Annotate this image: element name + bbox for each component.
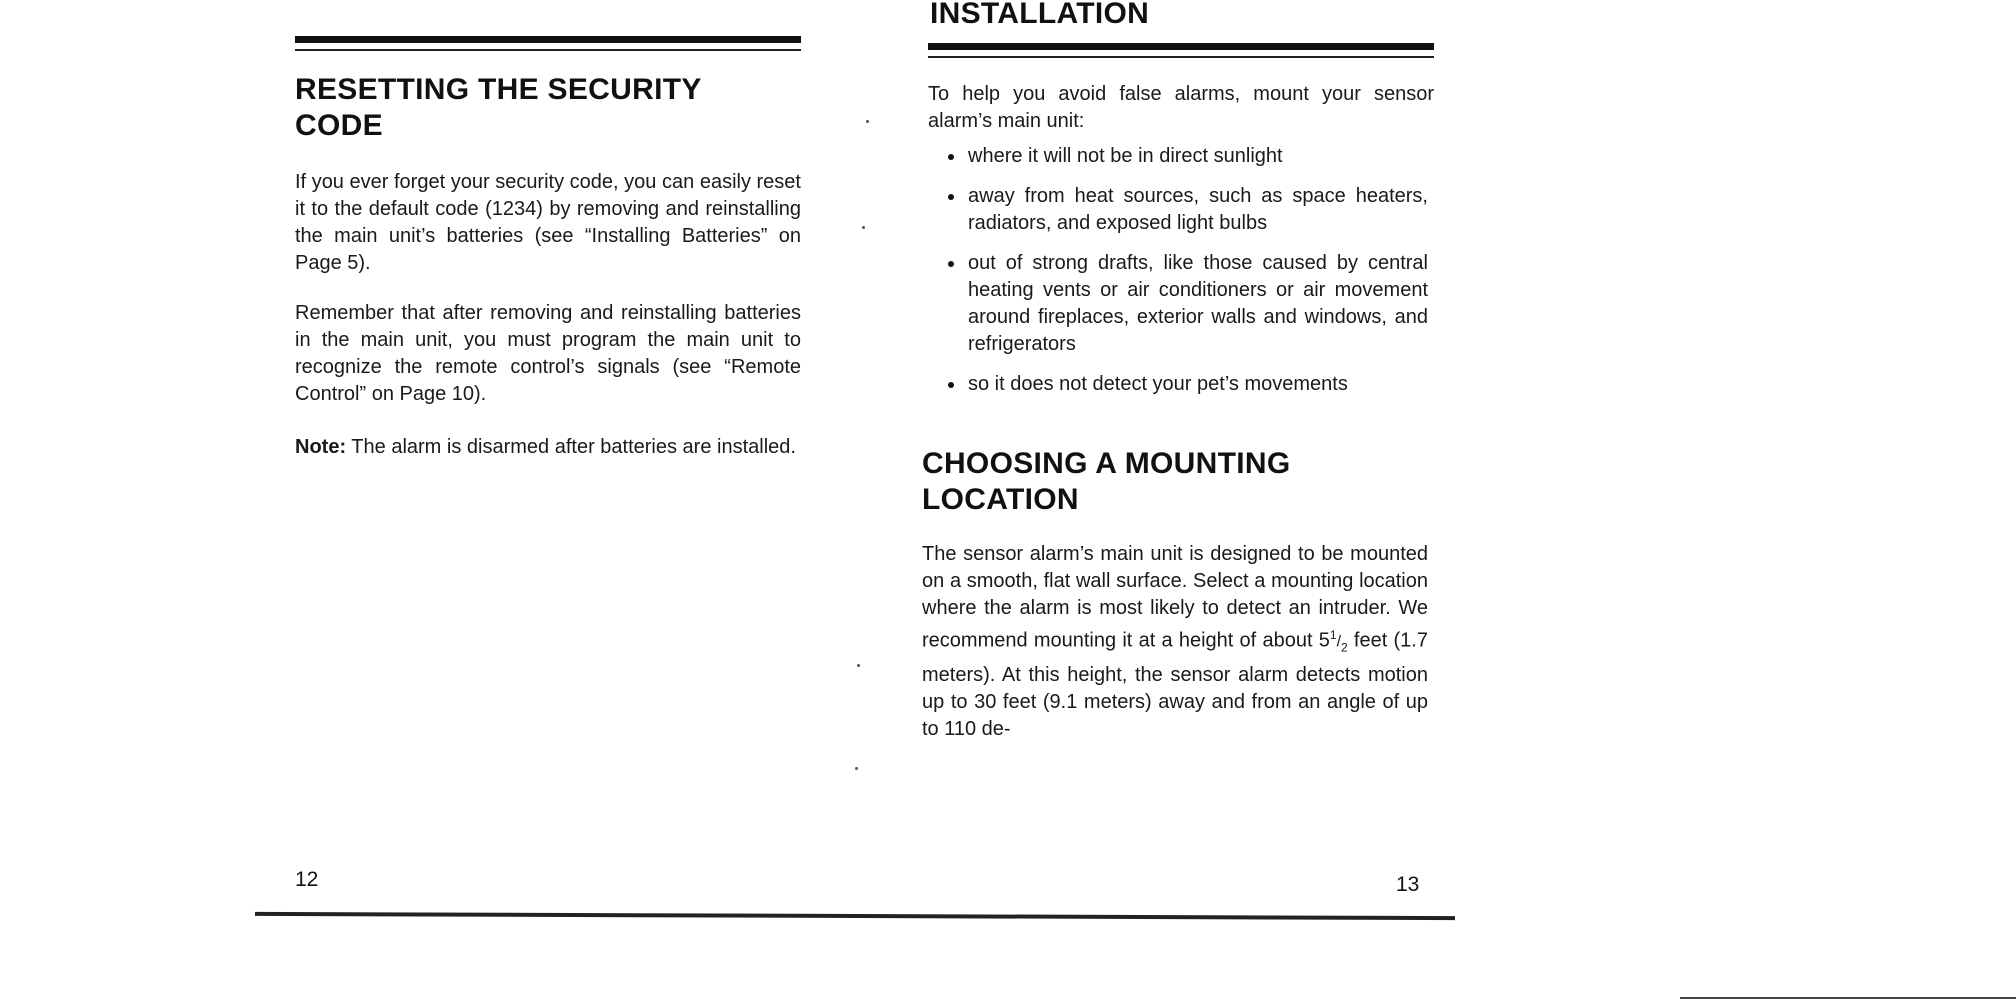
- bullet-icon: [948, 154, 954, 160]
- scan-speck: [857, 664, 860, 667]
- scan-speck: [855, 767, 858, 770]
- list-item-text: out of strong drafts, like those caused by central heating vents or air conditioners or air movement around fireplaces, exterior walls and windows, and refrigerators: [968, 252, 1428, 355]
- body-paragraph: [922, 541, 1428, 743]
- bottom-rule: [255, 912, 1455, 920]
- section-heading: RESETTING THE SECURITY CODE: [295, 73, 702, 142]
- list-item: [928, 183, 1428, 237]
- note-paragraph: [295, 434, 801, 461]
- fraction-numerator: 1: [1329, 628, 1337, 642]
- scan-speck: [866, 120, 869, 123]
- note-text: The alarm is disarmed after batteries are installed.: [346, 436, 796, 458]
- list-item: [928, 143, 1428, 170]
- note-label: Note:: [295, 436, 347, 458]
- page-number: 12: [295, 868, 319, 891]
- bullet-icon: [948, 194, 954, 200]
- scan-speck: [862, 226, 865, 229]
- placement-list: [928, 143, 1428, 411]
- heading-rule-thin: [928, 56, 1434, 58]
- body-paragraph: If you ever forget your security code, you can easily reset it to the default code (1234) by removing and reinstalling the main unit’s batteries (see “Installing Batteries” on Page 5).: [295, 171, 801, 274]
- list-item-text: so it does not detect your pet’s movements: [968, 373, 1348, 395]
- section-heading: INSTALLATION: [930, 0, 1150, 30]
- list-item-text: away from heat sources, such as space heaters, radiators, and exposed light bulbs: [968, 185, 1428, 234]
- body-paragraph: Remember that after removing and reinstalling batteries in the main unit, you must program the main unit to recognize the remote control’s signals (see “Remote Control” on Page 10).: [295, 302, 801, 405]
- body-text: feet (1.7 meters). At this height, the sensor alarm detects motion up to 30 feet (9.1 meters) away and from an angle of up to 110 de-: [922, 629, 1428, 740]
- heading-rule-thin: [295, 49, 801, 51]
- bullet-icon: [948, 261, 954, 267]
- bullet-icon: [948, 382, 954, 388]
- subsection-heading: CHOOSING A MOUNTING LOCATION: [922, 447, 1291, 516]
- body-text: The sensor alarm’s main unit is designed to be mounted on a smooth, flat wall surface. Select a mounting location where the alarm is most likely to detect an intruder. We recommend mounting it at a height of about 5: [922, 543, 1428, 652]
- page-number: 13: [1396, 873, 1420, 896]
- list-item: [928, 371, 1428, 398]
- heading-rule-thick: [295, 36, 801, 43]
- list-item-text: where it will not be in direct sunlight: [968, 145, 1283, 167]
- heading-rule-thick: [928, 43, 1434, 50]
- scan-edge-mark: [1680, 997, 2016, 999]
- list-item: [928, 250, 1428, 358]
- fraction-denominator: 2: [1341, 640, 1348, 655]
- fraction-separator: /: [1336, 633, 1342, 651]
- intro-paragraph: To help you avoid false alarms, mount your sensor alarm’s main unit:: [928, 83, 1434, 132]
